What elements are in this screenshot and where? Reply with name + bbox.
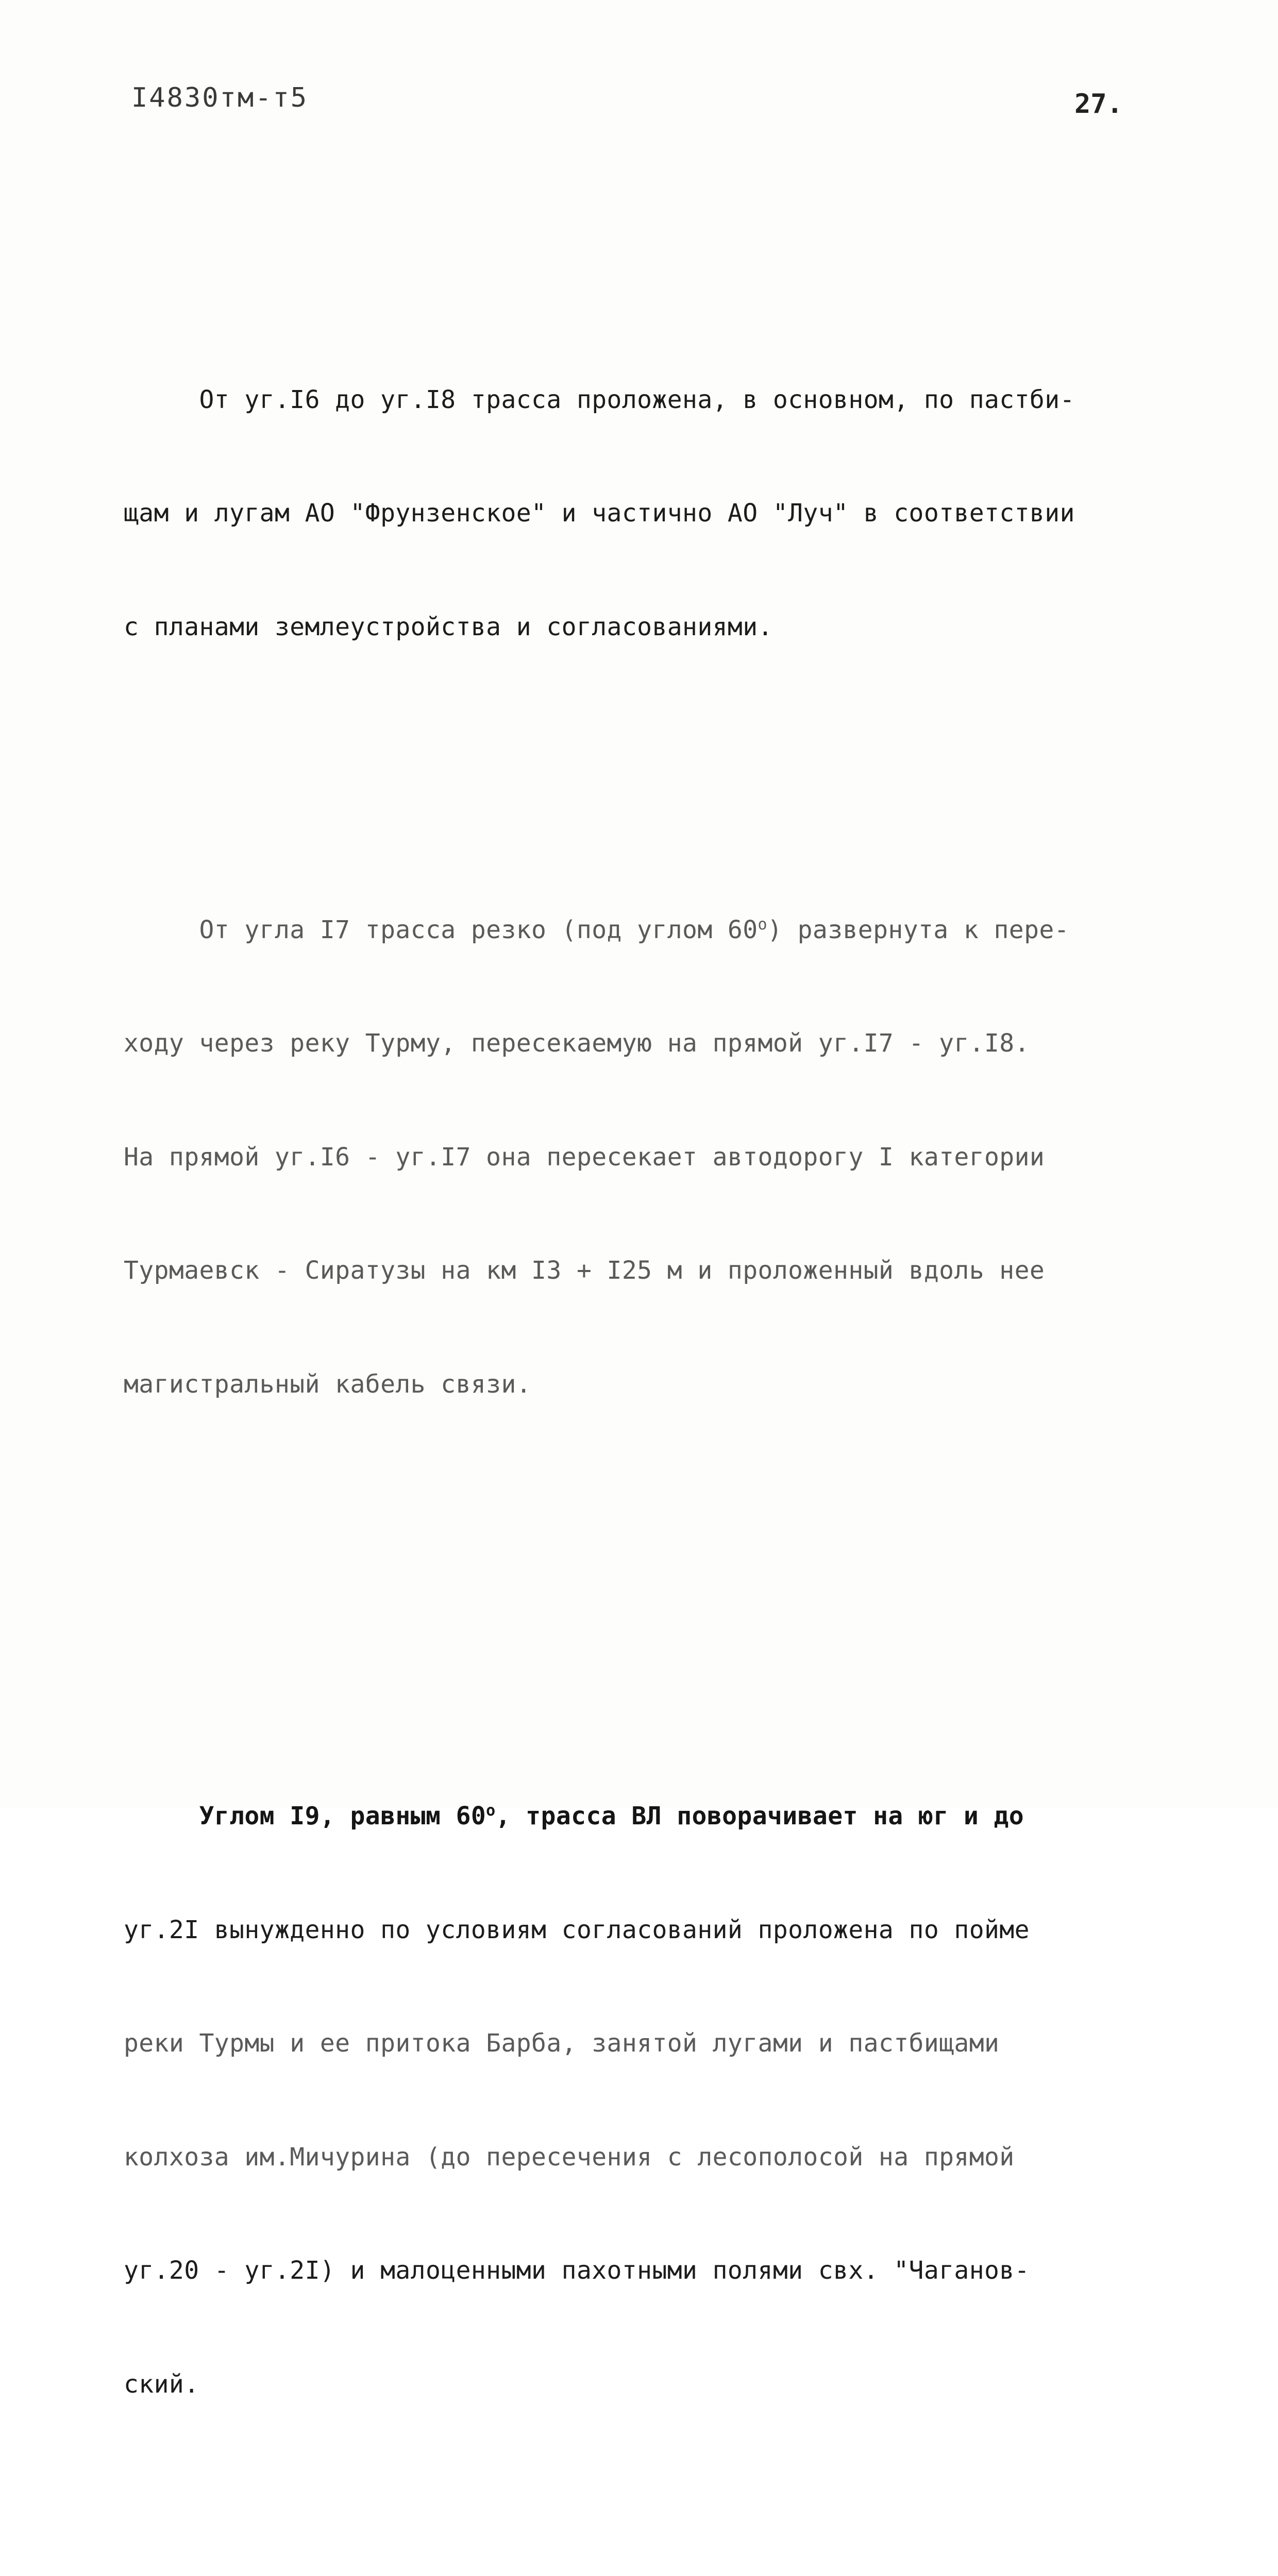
page-number: 27. [1074, 89, 1123, 120]
text-line: с планами землеустройства и согласованиями. [124, 612, 773, 641]
text-line: На прямой уг.I6 - уг.I7 она пересекает автодорогу I категории [124, 1142, 1045, 1172]
paragraph-3 [124, 1722, 1154, 2479]
text-line: От угла I7 трасса резко (под углом $60^о$) развернута к пере- [124, 915, 1069, 944]
text-line: магистральный кабель связи. [124, 1369, 532, 1399]
text-line: Углом I9, равным $60^о$, трасса ВЛ поворачивает на юг и до [124, 1802, 1024, 1831]
text-line: уг.2I вынужденно по условиям согласований проложена по пойме [124, 1915, 1030, 1944]
paragraph-1 [124, 306, 1154, 722]
text-line: От уг.I6 до уг.I8 трасса проложена, в основном, по пастби- [124, 385, 1075, 414]
text-line: ский. [124, 2369, 199, 2399]
text-line: реки Турмы и ее притока Барба, занятой лугами и пастбищами [124, 2029, 1000, 2058]
document-body [124, 192, 1154, 2576]
degree-sign: о [758, 915, 768, 934]
degree-sign: о [486, 1802, 496, 1820]
text-line: колхоза им.Мичурина (до пересечения с лесополосой на прямой [124, 2142, 1015, 2172]
text-line: Турмаевск - Сиратузы на км I3 + I25 м и проложенный вдоль нее [124, 1256, 1045, 1285]
text-line: ходу через реку Турму, пересекаемую на прямой уг.I7 - уг.I8. [124, 1029, 1030, 1058]
paragraph-2 [124, 836, 1154, 1480]
text-line: щам и лугам АО "Фрунзенское" и частично АО "Луч" в соответствии [124, 499, 1075, 528]
document-code: I4830тм-т5 [131, 82, 309, 113]
text-line: уг.20 - уг.2I) и малоценными пахотными полями свх. "Чаганов- [124, 2256, 1030, 2285]
